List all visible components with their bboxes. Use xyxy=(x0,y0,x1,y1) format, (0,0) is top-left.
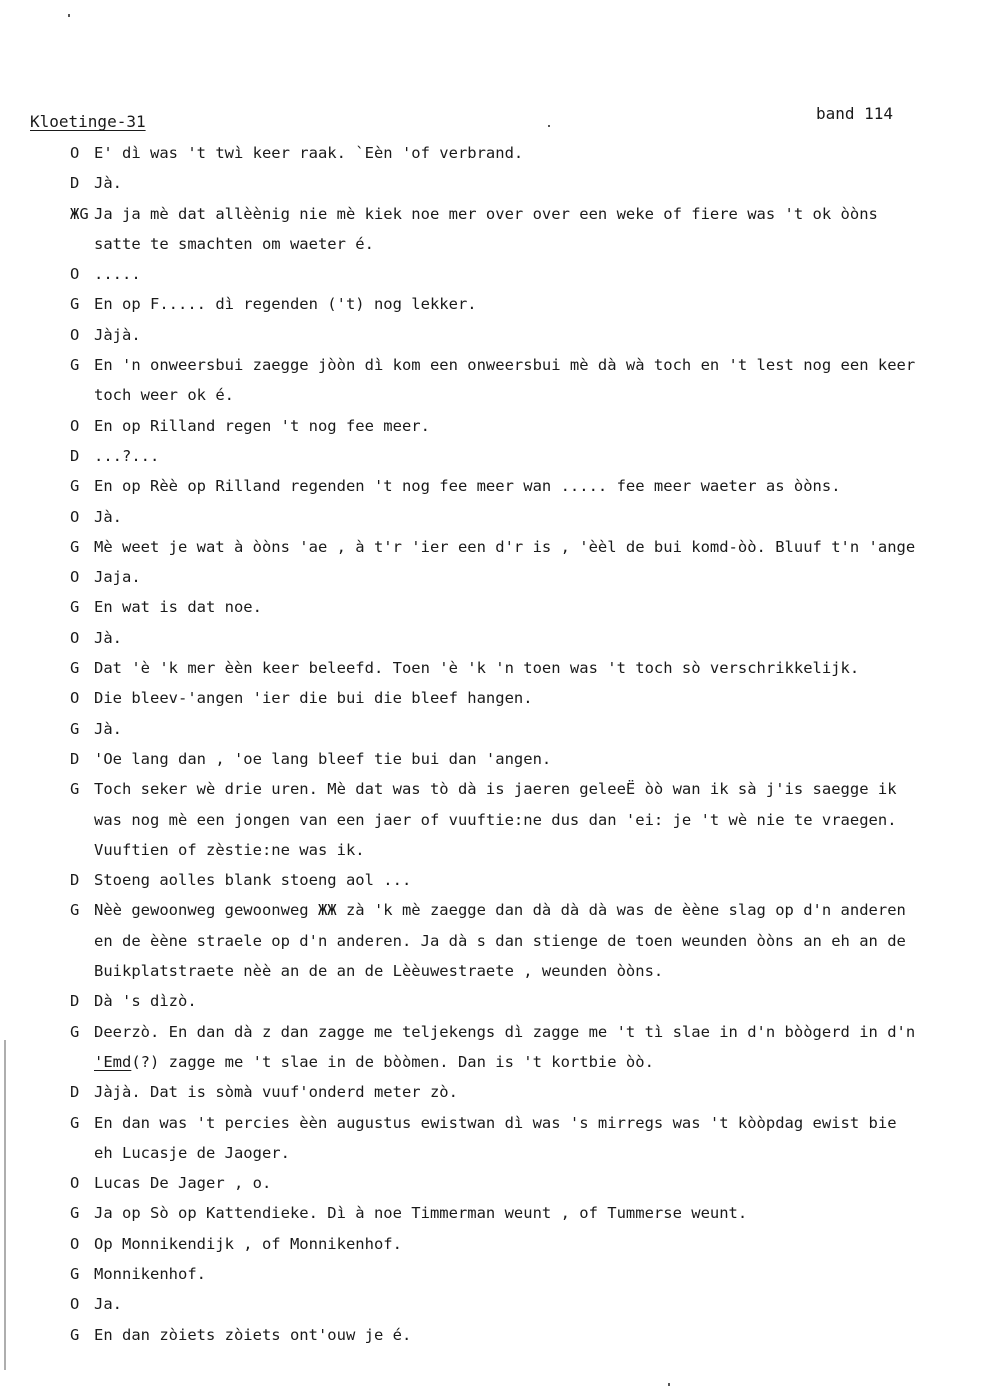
speaker-label: G xyxy=(70,1204,80,1223)
speaker-label: G xyxy=(70,659,80,678)
utterance-text: Jà. xyxy=(94,719,122,738)
speaker-label: G xyxy=(70,719,80,738)
speaker-label: O xyxy=(70,1174,80,1193)
utterance-text: En op Rilland regen 't nog fee meer. xyxy=(94,416,430,435)
utterance xyxy=(70,289,982,319)
utterance xyxy=(70,683,982,713)
utterance-text: ..... xyxy=(94,265,141,284)
speaker-label: G xyxy=(70,1022,80,1041)
speaker-label: G xyxy=(70,901,80,920)
speaker-label: O xyxy=(70,265,80,284)
underlined-word: 'Emd xyxy=(94,1052,132,1071)
speaker-label: G xyxy=(70,537,80,556)
utterance xyxy=(70,865,982,895)
utterance xyxy=(70,320,982,350)
speaker-label: G xyxy=(70,1264,80,1283)
utterance-text: 'Oe lang dan , 'oe lang bleef tie bui dan 'angen. xyxy=(94,749,552,768)
utterance-text: En op F..... dì regenden ('t) nog lekker. xyxy=(94,295,477,314)
speaker-label: D xyxy=(70,992,80,1011)
speaker-label: G xyxy=(70,295,80,314)
utterance-text: Monnikenhof. xyxy=(94,1264,206,1283)
utterance-text: Jà. xyxy=(94,174,122,193)
speaker-label: D xyxy=(70,749,80,768)
utterance xyxy=(70,744,982,774)
tape-number: band 114 xyxy=(816,104,894,123)
utterance-text: Die bleev-'angen 'ier die bui die bleef hangen. xyxy=(94,689,533,708)
utterance-text: Stoeng aolles blank stoeng aol ... xyxy=(94,871,412,890)
utterance xyxy=(70,774,982,865)
speaker-label: G xyxy=(70,780,80,799)
utterance-text: Jà. xyxy=(94,628,122,647)
utterance xyxy=(70,411,982,441)
utterance-text: Toch seker wè drie uren. Mè dat was tò dà is jaeren geleeЁ òò wan ik sà j'is saegge ik xyxy=(94,780,897,799)
speaker-label: O xyxy=(70,325,80,344)
utterance-continuation: en de èène straele op d'n anderen. Ja dà s dan stienge de toen weunden òòns an eh an de xyxy=(94,931,906,950)
utterance xyxy=(70,259,982,289)
speaker-label: O xyxy=(70,507,80,526)
utterance-text: Lucas De Jager , o. xyxy=(94,1174,272,1193)
utterance-text: Op Monnikendijk , of Monnikenhof. xyxy=(94,1234,402,1253)
speaker-label: O xyxy=(70,689,80,708)
speaker-label: O xyxy=(70,144,80,162)
utterance-text: Ja. xyxy=(94,1295,122,1314)
speaker-label: D xyxy=(70,446,80,465)
utterance xyxy=(70,1320,982,1350)
utterance-text: Ja ja mè dat allèènig nie mè kiek noe mer over over een weke of fiere was 't ok òòns xyxy=(94,204,878,223)
utterance-text: ...?... xyxy=(94,446,160,465)
speaker-label: G xyxy=(70,1325,80,1344)
utterance-text: Deerzò. En dan dà z dan zagge me teljekengs dì zagge me 't tì slae in d'n bòògerd in d'n xyxy=(94,1022,916,1041)
utterance xyxy=(70,623,982,653)
utterance xyxy=(70,1229,982,1259)
utterance-text: Dà 's dìzò. xyxy=(94,992,197,1011)
utterance-text: En wat is dat noe. xyxy=(94,598,262,617)
utterance-text: Dat 'è 'k mer èèn keer beleefd. Toen 'è 'k 'n toen was 't toch sò verschrikkelijk. xyxy=(94,659,860,678)
utterance xyxy=(70,592,982,622)
utterance-text: Nèè gewoonweg gewoonweg ЖЖ zà 'k mè zaegge dan dà dà dà was de èène slag op d'n anderen xyxy=(94,901,906,920)
utterance xyxy=(70,441,982,471)
speaker-label: O xyxy=(70,568,80,587)
speaker-label: D xyxy=(70,1083,80,1102)
utterance-text: Jà. xyxy=(94,507,122,526)
speaker-label: O xyxy=(70,1295,80,1314)
utterance-continuation xyxy=(94,1047,982,1077)
stray-mark xyxy=(548,125,550,127)
speaker-label: D xyxy=(70,174,80,193)
utterance xyxy=(70,532,982,562)
speaker-label: G xyxy=(70,598,80,617)
utterance xyxy=(70,1168,982,1198)
stray-mark xyxy=(68,14,70,17)
utterance-continuation: was nog mè een jongen van een jaer of vuuftie:ne dus dan 'ei: je 't wè nie te vraegen. xyxy=(94,810,897,829)
utterance-text: Ja op Sò op Kattendieke. Dì à noe Timmerman weunt , of Tummerse weunt. xyxy=(94,1204,748,1223)
document-title: Kloetinge-31 xyxy=(30,112,146,131)
utterance xyxy=(70,653,982,683)
utterance-text: En 'n onweersbui zaegge jòòn dì kom een onweersbui mè dà wà toch en 't lest nog een keer xyxy=(94,356,916,375)
speaker-label: D xyxy=(70,871,80,890)
utterance-continuation: Vuuftien of zèstie:ne was ik. xyxy=(94,840,365,859)
speaker-label: O xyxy=(70,416,80,435)
speaker-label: G xyxy=(70,1113,80,1132)
utterance-continuation: eh Lucasje de Jaoger. xyxy=(94,1143,290,1162)
transcript-body xyxy=(70,138,982,1350)
speaker-label: G xyxy=(70,356,80,375)
utterance xyxy=(70,1108,982,1169)
utterance xyxy=(70,471,982,501)
continuation-text: (?) zagge me 't slae in de bòòmen. Dan is 't kortbie òò. xyxy=(131,1052,654,1071)
utterance xyxy=(70,1077,982,1107)
utterance-continuation: toch weer ok é. xyxy=(94,386,234,405)
utterance xyxy=(70,350,982,411)
utterance-text: Mè weet je wat à òòns 'ae , à t'r 'ier een d'r is , 'èèl de bui komd-òò. Bluuf t'n 'ange xyxy=(94,537,916,556)
utterance xyxy=(70,1198,982,1228)
utterance xyxy=(70,502,982,532)
utterance-text: Jàjà. xyxy=(94,325,141,344)
utterance-continuation: satte te smachten om waeter é. xyxy=(94,234,374,253)
scan-margin-line xyxy=(4,1040,6,1370)
speaker-label: O xyxy=(70,1234,80,1253)
utterance xyxy=(70,986,982,1016)
utterance-text: En dan was 't percies èèn augustus ewistwan dì was 's mirregs was 't kòòpdag ewist bie xyxy=(94,1113,897,1132)
utterance xyxy=(70,168,982,198)
utterance-text: Jaja. xyxy=(94,568,141,587)
speaker-label: O xyxy=(70,628,80,647)
stray-mark xyxy=(668,1383,670,1386)
utterance xyxy=(70,562,982,592)
utterance-text: En op Rèè op Rilland regenden 't nog fee meer wan ..... fee meer waeter as òòns. xyxy=(94,477,841,496)
speaker-label: ЖG xyxy=(70,204,89,223)
utterance-text: Jàjà. Dat is sòmà vuuf'onderd meter zò. xyxy=(94,1083,458,1102)
utterance-text: E' dì was 't twì keer raak. `Eèn 'of verbrand. xyxy=(94,144,524,162)
utterance xyxy=(70,895,982,986)
utterance xyxy=(70,1017,982,1078)
utterance xyxy=(70,199,982,260)
utterance-text: En dan zòiets zòiets ont'ouw je é. xyxy=(94,1325,412,1344)
utterance xyxy=(70,1259,982,1289)
speaker-label: G xyxy=(70,477,80,496)
utterance xyxy=(70,1289,982,1319)
utterance xyxy=(70,138,982,168)
utterance xyxy=(70,714,982,744)
utterance-continuation: Buikplatstraete nèè an de an de Lèèuwestraete , weunden òòns. xyxy=(94,962,664,981)
